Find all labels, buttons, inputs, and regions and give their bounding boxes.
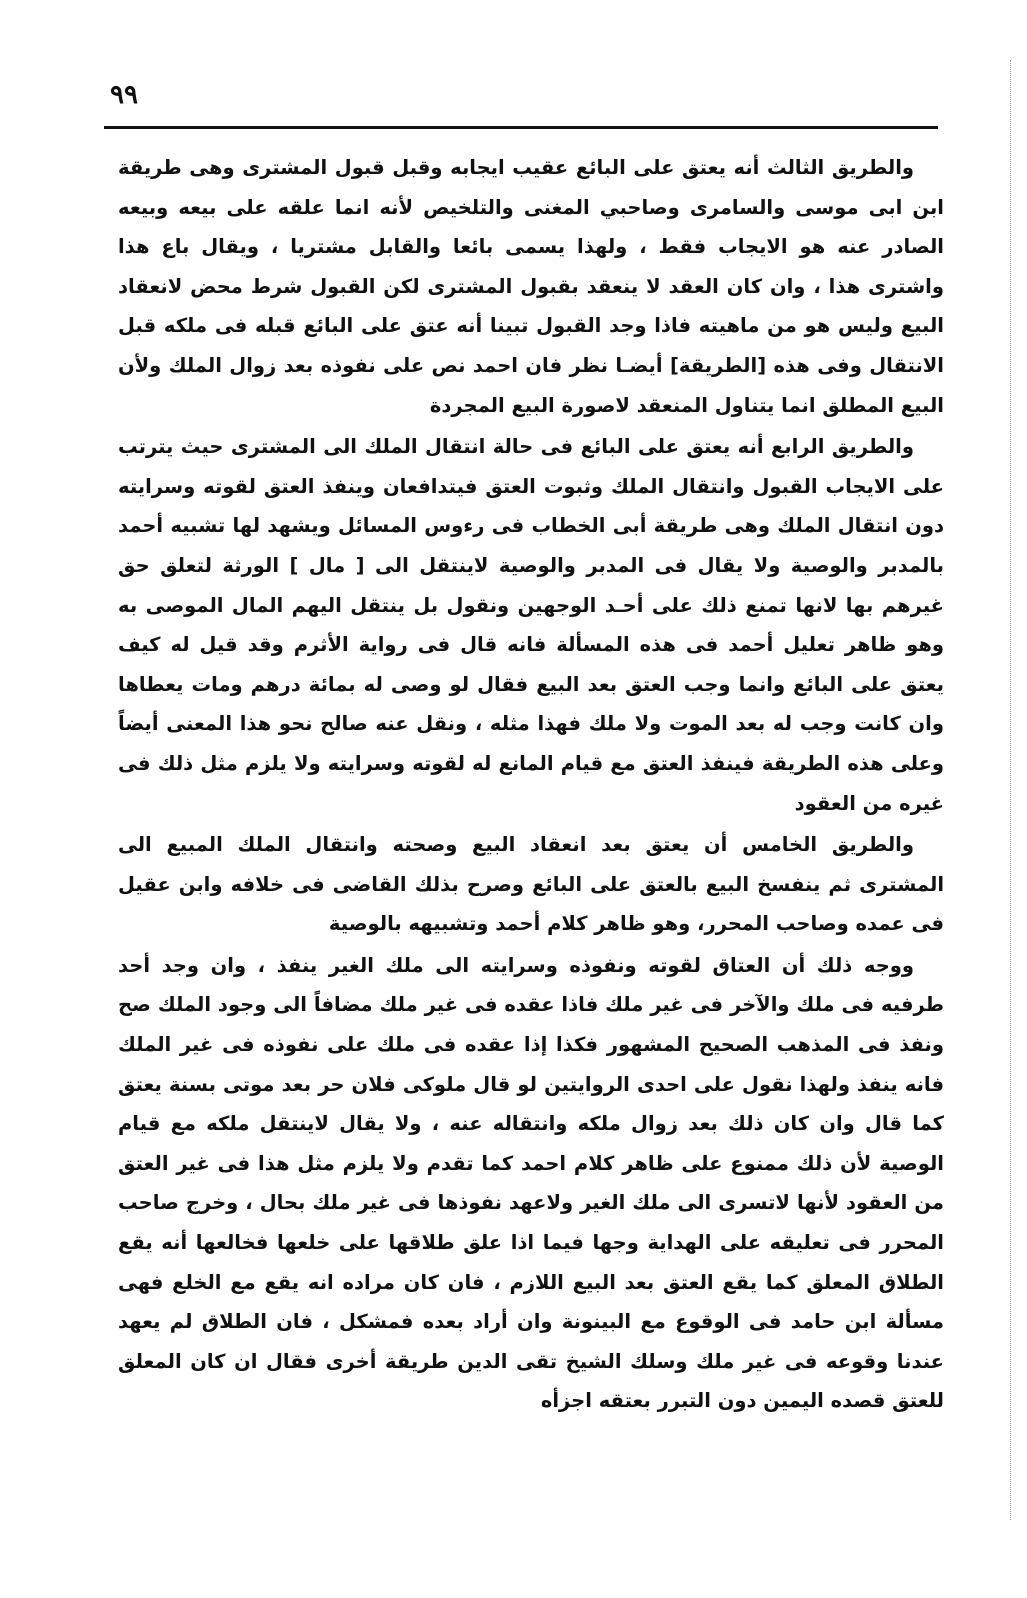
paragraph-third-way	[118, 148, 944, 425]
paragraph-text: ووجه ذلك أن العتاق لقوته ونفوذه وسرايته الى ملك الغير ينفذ ، وان وجد أحد طرفيه فى ملك والآخر فى غير ملك فاذا عقده فى غير ملك مضافاً الى وجود الملك صح ونفذ فى المذهب الصحيح المشهور فكذا إذا عقده فى ملك على نفوذه فى غير الملك فانه ينفذ ولهذا نقول على احدى الروايتين لو قال ملوكى فلان حر بعد موتى بسنة يعتق كما قال وان كان ذلك بعد زوال ملكه وانتقاله عنه ، ولا يقال لاينتقل ملكه مع قيام الوصية لأن ذلك ممنوع على ظاهر كلام احمد كما تقدم ولا يلزم مثل هذا فى غير العتق من العقود لأنها لاتسرى الى ملك الغير ولاعهد نفوذها فى غير ملك بحال ، وخرج صاحب المحرر فى تعليقه على الهداية وجها فيما اذا علق طلاقها على خلعها فخالعها أنه يقع الطلاق المعلق كما يقع العتق بعد البيع اللازم ، فان كان مراده انه يقع مع الخلع فهى مسألة ابن حامد فى الوقوع مع البينونة وان أراد بعده فمشكل ، فان الطلاق لم يعهد عندنا وقوعه فى غير ملك وسلك الشيخ تقى الدين طريقة أخرى فقال ان كان المعلق للعتق قصده اليمين دون التبرر بعتقه اجزأه	[118, 953, 944, 1413]
page-number: ٩٩	[110, 80, 138, 110]
header-rule	[104, 126, 938, 129]
paragraph-fifth-way	[118, 825, 944, 944]
body-text	[118, 148, 944, 1421]
paragraph-text: والطريق الثالث أنه يعتق على البائع عقيب ايجابه وقبل قبول المشترى وهى طريقة ابن ابى موسى والسامرى وصاحبي المغنى والتلخيص لأنه انما علقه على بيعه وبيعه الصادر عنه هو الايجاب فقط ، ولهذا يسمى بائعا والقابل مشتريا ، ويقال باع هذا واشترى هذا ، وان كان العقد لا ينعقد بقبول المشترى لكن القبول شرط محض لانعقاد البيع وليس هو من ماهيته فاذا وجد القبول تبينا أنه عتق على البائع قبله فى ملكه قبل الانتقال وفى هذه [الطريقة] أيضـا نظر فان احمد نص على نفوذه بعد زوال الملك ولأن البيع المطلق انما يتناول المنعقد لاصورة البيع المجردة	[118, 156, 944, 417]
paragraph-reasoning	[118, 946, 944, 1421]
paragraph-text: والطريق الخامس أن يعتق بعد انعقاد البيع وصحته وانتقال الملك المبيع الى المشترى ثم ينفسخ البيع بالعتق على البائع وصرح بذلك القاضى فى خلافه وابن عقيل فى عمده وصاحب المحرر، وهو ظاهر كلام أحمد وتشبيهه بالوصية	[118, 833, 944, 936]
scan-margin-marks	[1006, 60, 1011, 1520]
paragraph-text: والطريق الرابع أنه يعتق على البائع فى حالة انتقال الملك الى المشترى حيث يترتب على الايجاب القبول وانتقال الملك وثبوت العتق فيتدافعان وينفذ العتق لقوته وسرايته دون انتقال الملك وهى طريقة أبى الخطاب فى رءوس المسائل ويشهد لها تشبيه أحمد بالمدبر والوصية ولا يقال فى المدبر والوصية لاينتقل الى [ مال ] الورثة لتعلق حق غيرهم بها لانها تمنع ذلك على أحـد الوجهين ونقول بل ينتقل اليهم المال الموصى به وهو ظاهر تعليل أحمد فى هذه المسألة فانه قال فى رواية الأثرم وقد قيل له كيف يعتق على البائع وانما وجب العتق بعد البيع فقال لو وصى له بمائة درهم ومات يعطاها وان كانت وجب له بعد الموت ولا ملك فهذا مثله ، ونقل عنه صالح نحو هذا المعنى أيضاً وعلى هذه الطريقة فينفذ العتق مع قيام المانع له لقوته وسرايته ولا يلزم مثل ذلك فى غيره من العقود	[118, 435, 944, 815]
paragraph-fourth-way	[118, 427, 944, 823]
